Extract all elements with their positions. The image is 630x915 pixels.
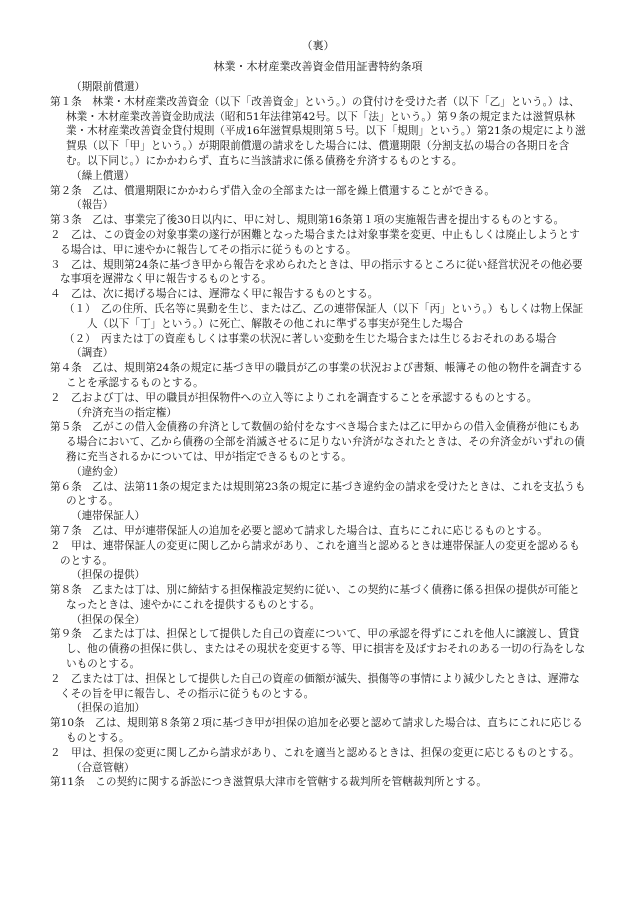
article-paragraph: 第10条 乙は、規則第８条第２項に基づき甲が担保の追加を必要と認めて請求した場合は、直ちにこれに応じるものとする。 <box>50 717 583 745</box>
article-paragraph: 第６条 乙は、法第11条の規定または規則第23条の規定に基づき違約金の請求を受けたときは、これを支払うものとする。 <box>50 480 586 508</box>
section-heading: （担保の保全） <box>71 613 146 626</box>
article-paragraph: 第１条 林業・木材産業改善資金（以下「改善資金」という。）の貸付けを受けた者（以下「乙」という。）は、林業・木材産業改善資金助成法（昭和51年法律第42号。以下「法」という。）第９条の規定または滋賀県林業・木材産業改善資金貸付規則（平成16年滋賀県規則第５号。以下「規則」という。）第21条の規定により滋賀県（以下「甲」という。）が期限前償還の請求をした場合には、償還期限（分割支払の場合の各期日を含む。以下同じ。）にかかわらず、直ちに当該請求に係る債務を弁済するものとする。 <box>50 95 586 167</box>
section-heading: （担保の提供） <box>71 569 146 582</box>
page-side-label: （裏） <box>301 39 335 52</box>
section-heading: （弁済充当の指定権） <box>71 406 177 419</box>
article-paragraph: 第３条 乙は、事業完了後30日以内に、甲に対し、規則第16条第１項の実施報告書を提出するものとする。 <box>50 214 565 227</box>
article-paragraph: 第９条 乙または丁は、担保として提供した自己の資産について、甲の承認を得ずにこれを他人に譲渡し、賃貸し、他の債務の担保に供し、またはその現状を変更する等、甲に損害を及ぼすおそれのある一切の行為をしないものとする。 <box>50 628 586 671</box>
section-heading: （担保の追加） <box>71 702 146 715</box>
article-paragraph: 第２条 乙は、償還期限にかかわらず借入金の全部または一部を繰上償還することができる。 <box>50 184 495 197</box>
document-page <box>50 38 586 790</box>
sub-paragraph: ２ 甲は、連帯保証人の変更に関し乙から請求があり、これを適当と認めるときは連帯保証人の変更を認めるものとする。 <box>50 539 580 567</box>
list-item: （２） 丙または丁の資産もしくは事業の状況に著しい変動を生じた場合または生じるおそれのある場合 <box>64 332 557 345</box>
document-title: 林業・木材産業改善資金借用証書特約条項 <box>213 60 423 73</box>
list-item: （１） 乙の住所、氏名等に異動を生じ、または乙、乙の連帯保証人（以下「丙」という。）もしくは物上保証人（以下「丁」という。）に死亡、解散その他これに準ずる事実が発生した場合 <box>64 302 584 330</box>
section-heading: （合意管轄） <box>71 761 135 774</box>
section-heading: （繰上償還） <box>71 169 135 182</box>
sub-paragraph: ２ 乙は、この資金の対象事業の遂行が困難となった場合または対象事業を変更、中止もしくは廃止しようとする場合は、甲に速やかに報告してその指示に従うものとする。 <box>50 228 580 256</box>
sub-paragraph: ４ 乙は、次に掲げる場合には、遅滞なく甲に報告するものとする。 <box>50 288 379 301</box>
article-paragraph: 第７条 乙は、甲が連帯保証人の追加を必要と認めて請求した場合は、直ちにこれに応じるものとする。 <box>50 524 548 537</box>
sub-paragraph: ３ 乙は、規則第24条に基づき甲から報告を求められたときは、甲の指示するところに従い経営状況その他必要な事項を遅滞なく甲に報告するものとする。 <box>50 258 583 286</box>
article-paragraph: 第11条 この契約に関する訴訟につき滋賀県大津市を管轄する裁判所を管轄裁判所とする。 <box>50 776 488 789</box>
sub-paragraph: ２ 乙または丁は、担保として提供した自己の資産の価額が滅失、損傷等の事情により減少したときは、遅滞なくその旨を甲に報告し、その指示に従うものとする。 <box>50 672 580 700</box>
article-paragraph: 第４条 乙は、規則第24条の規定に基づき甲の職員が乙の事業の状況および書類、帳簿その他の物件を調査することを承認するものとする。 <box>50 362 583 389</box>
sub-paragraph: ２ 甲は、担保の変更に関し乙から請求があり、これを適当と認めるときは、担保の変更に応じるものとする。 <box>50 746 580 759</box>
section-heading: （違約金） <box>71 465 124 478</box>
section-heading: （報告） <box>71 199 114 212</box>
section-heading: （期限前償還） <box>71 81 146 93</box>
section-heading: （連帯保証人） <box>71 510 146 523</box>
article-paragraph: 第８条 乙または丁は、別に締結する担保権設定契約に従い、この契約に基づく債務に係る担保の提供が可能となったときは、速やかにこれを提供するものとする。 <box>50 584 580 611</box>
document-body <box>50 80 586 790</box>
section-heading: （調査） <box>71 347 114 360</box>
sub-paragraph: ２ 乙および丁は、甲の職員が担保物件への立入等によりこれを調査することを承認するものとする。 <box>50 391 538 404</box>
article-paragraph: 第５条 乙がこの借入金債務の弁済として数個の給付をなすべき場合または乙に甲からの借入金債務が他にもある場合において、乙から債務の全部を消滅させるに足りない弁済がなされたときは、その弁済金がいずれの債務に充当されるかについては、甲が指定できるものとする。 <box>50 421 585 463</box>
